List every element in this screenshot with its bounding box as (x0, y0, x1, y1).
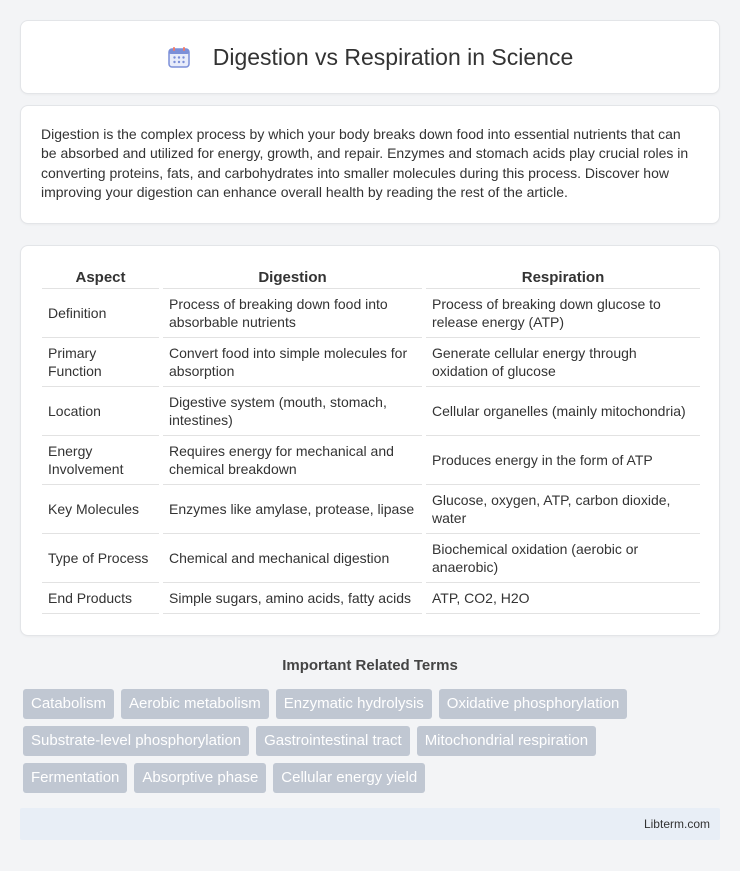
cell-digestion: Convert food into simple molecules for absorption (161, 337, 424, 386)
related-term-tag[interactable]: Enzymatic hydrolysis (276, 689, 432, 719)
footer-site-link[interactable]: Libterm.com (643, 817, 710, 831)
cell-digestion: Digestive system (mouth, stomach, intestines) (161, 386, 424, 435)
related-term-tag[interactable]: Fermentation (23, 763, 127, 793)
intro-card (20, 105, 720, 224)
cell-aspect: Definition (42, 288, 161, 337)
related-terms-list (23, 689, 723, 800)
page-title: Digestion vs Respiration in Science (212, 43, 574, 70)
cell-respiration: ATP, CO2, H2O (424, 582, 700, 613)
footer (20, 808, 720, 840)
table-row (42, 337, 700, 386)
cell-respiration: Biochemical oxidation (aerobic or anaerobic) (424, 533, 700, 582)
comparison-table-card (20, 245, 720, 636)
table-row (42, 533, 700, 582)
header-aspect: Aspect (42, 266, 161, 288)
related-terms-heading: Important Related Terms (282, 657, 458, 674)
cell-digestion: Chemical and mechanical digestion (161, 533, 424, 582)
table-row (42, 484, 700, 533)
intro-paragraph: Digestion is the complex process by which your body breaks down food into essential nutrients that can be absorbed and utilized for energy, growth, and repair. Enzymes and stomach acids play crucial roles in converting proteins, fats, and carbohydrates into smaller molecules during this process. Discover how improving your digestion can enhance overall health by reading the rest of the article. (41, 126, 689, 200)
related-term-tag[interactable]: Cellular energy yield (273, 763, 425, 793)
table-row (42, 435, 700, 484)
comparison-table (42, 266, 700, 614)
cell-aspect: Key Molecules (42, 484, 161, 533)
cell-respiration: Cellular organelles (mainly mitochondria) (424, 386, 700, 435)
cell-respiration: Process of breaking down glucose to release energy (ATP) (424, 288, 700, 337)
tag-row (23, 689, 723, 719)
cell-digestion: Simple sugars, amino acids, fatty acids (161, 582, 424, 613)
cell-aspect: Type of Process (42, 533, 161, 582)
cell-aspect: Location (42, 386, 161, 435)
header-digestion: Digestion (161, 266, 424, 288)
cell-respiration: Generate cellular energy through oxidation of glucose (424, 337, 700, 386)
calendar-icon (167, 45, 191, 69)
cell-digestion: Process of breaking down food into absorbable nutrients (161, 288, 424, 337)
related-term-tag[interactable]: Oxidative phosphorylation (439, 689, 628, 719)
header-card (20, 20, 720, 94)
related-term-tag[interactable]: Mitochondrial respiration (417, 726, 596, 756)
cell-aspect: End Products (42, 582, 161, 613)
related-term-tag[interactable]: Aerobic metabolism (121, 689, 269, 719)
cell-aspect: Primary Function (42, 337, 161, 386)
header-respiration: Respiration (424, 266, 700, 288)
related-term-tag[interactable]: Catabolism (23, 689, 114, 719)
table-row (42, 288, 700, 337)
related-term-tag[interactable]: Gastrointestinal tract (256, 726, 410, 756)
related-term-tag[interactable]: Absorptive phase (134, 763, 266, 793)
cell-respiration: Produces energy in the form of ATP (424, 435, 700, 484)
tag-row (23, 763, 723, 793)
table-row (42, 582, 700, 613)
tag-row (23, 726, 723, 756)
cell-digestion: Enzymes like amylase, protease, lipase (161, 484, 424, 533)
table-header-row (42, 266, 700, 288)
related-term-tag[interactable]: Substrate-level phosphorylation (23, 726, 249, 756)
cell-respiration: Glucose, oxygen, ATP, carbon dioxide, water (424, 484, 700, 533)
table-row (42, 386, 700, 435)
cell-digestion: Requires energy for mechanical and chemical breakdown (161, 435, 424, 484)
cell-aspect: Energy Involvement (42, 435, 161, 484)
